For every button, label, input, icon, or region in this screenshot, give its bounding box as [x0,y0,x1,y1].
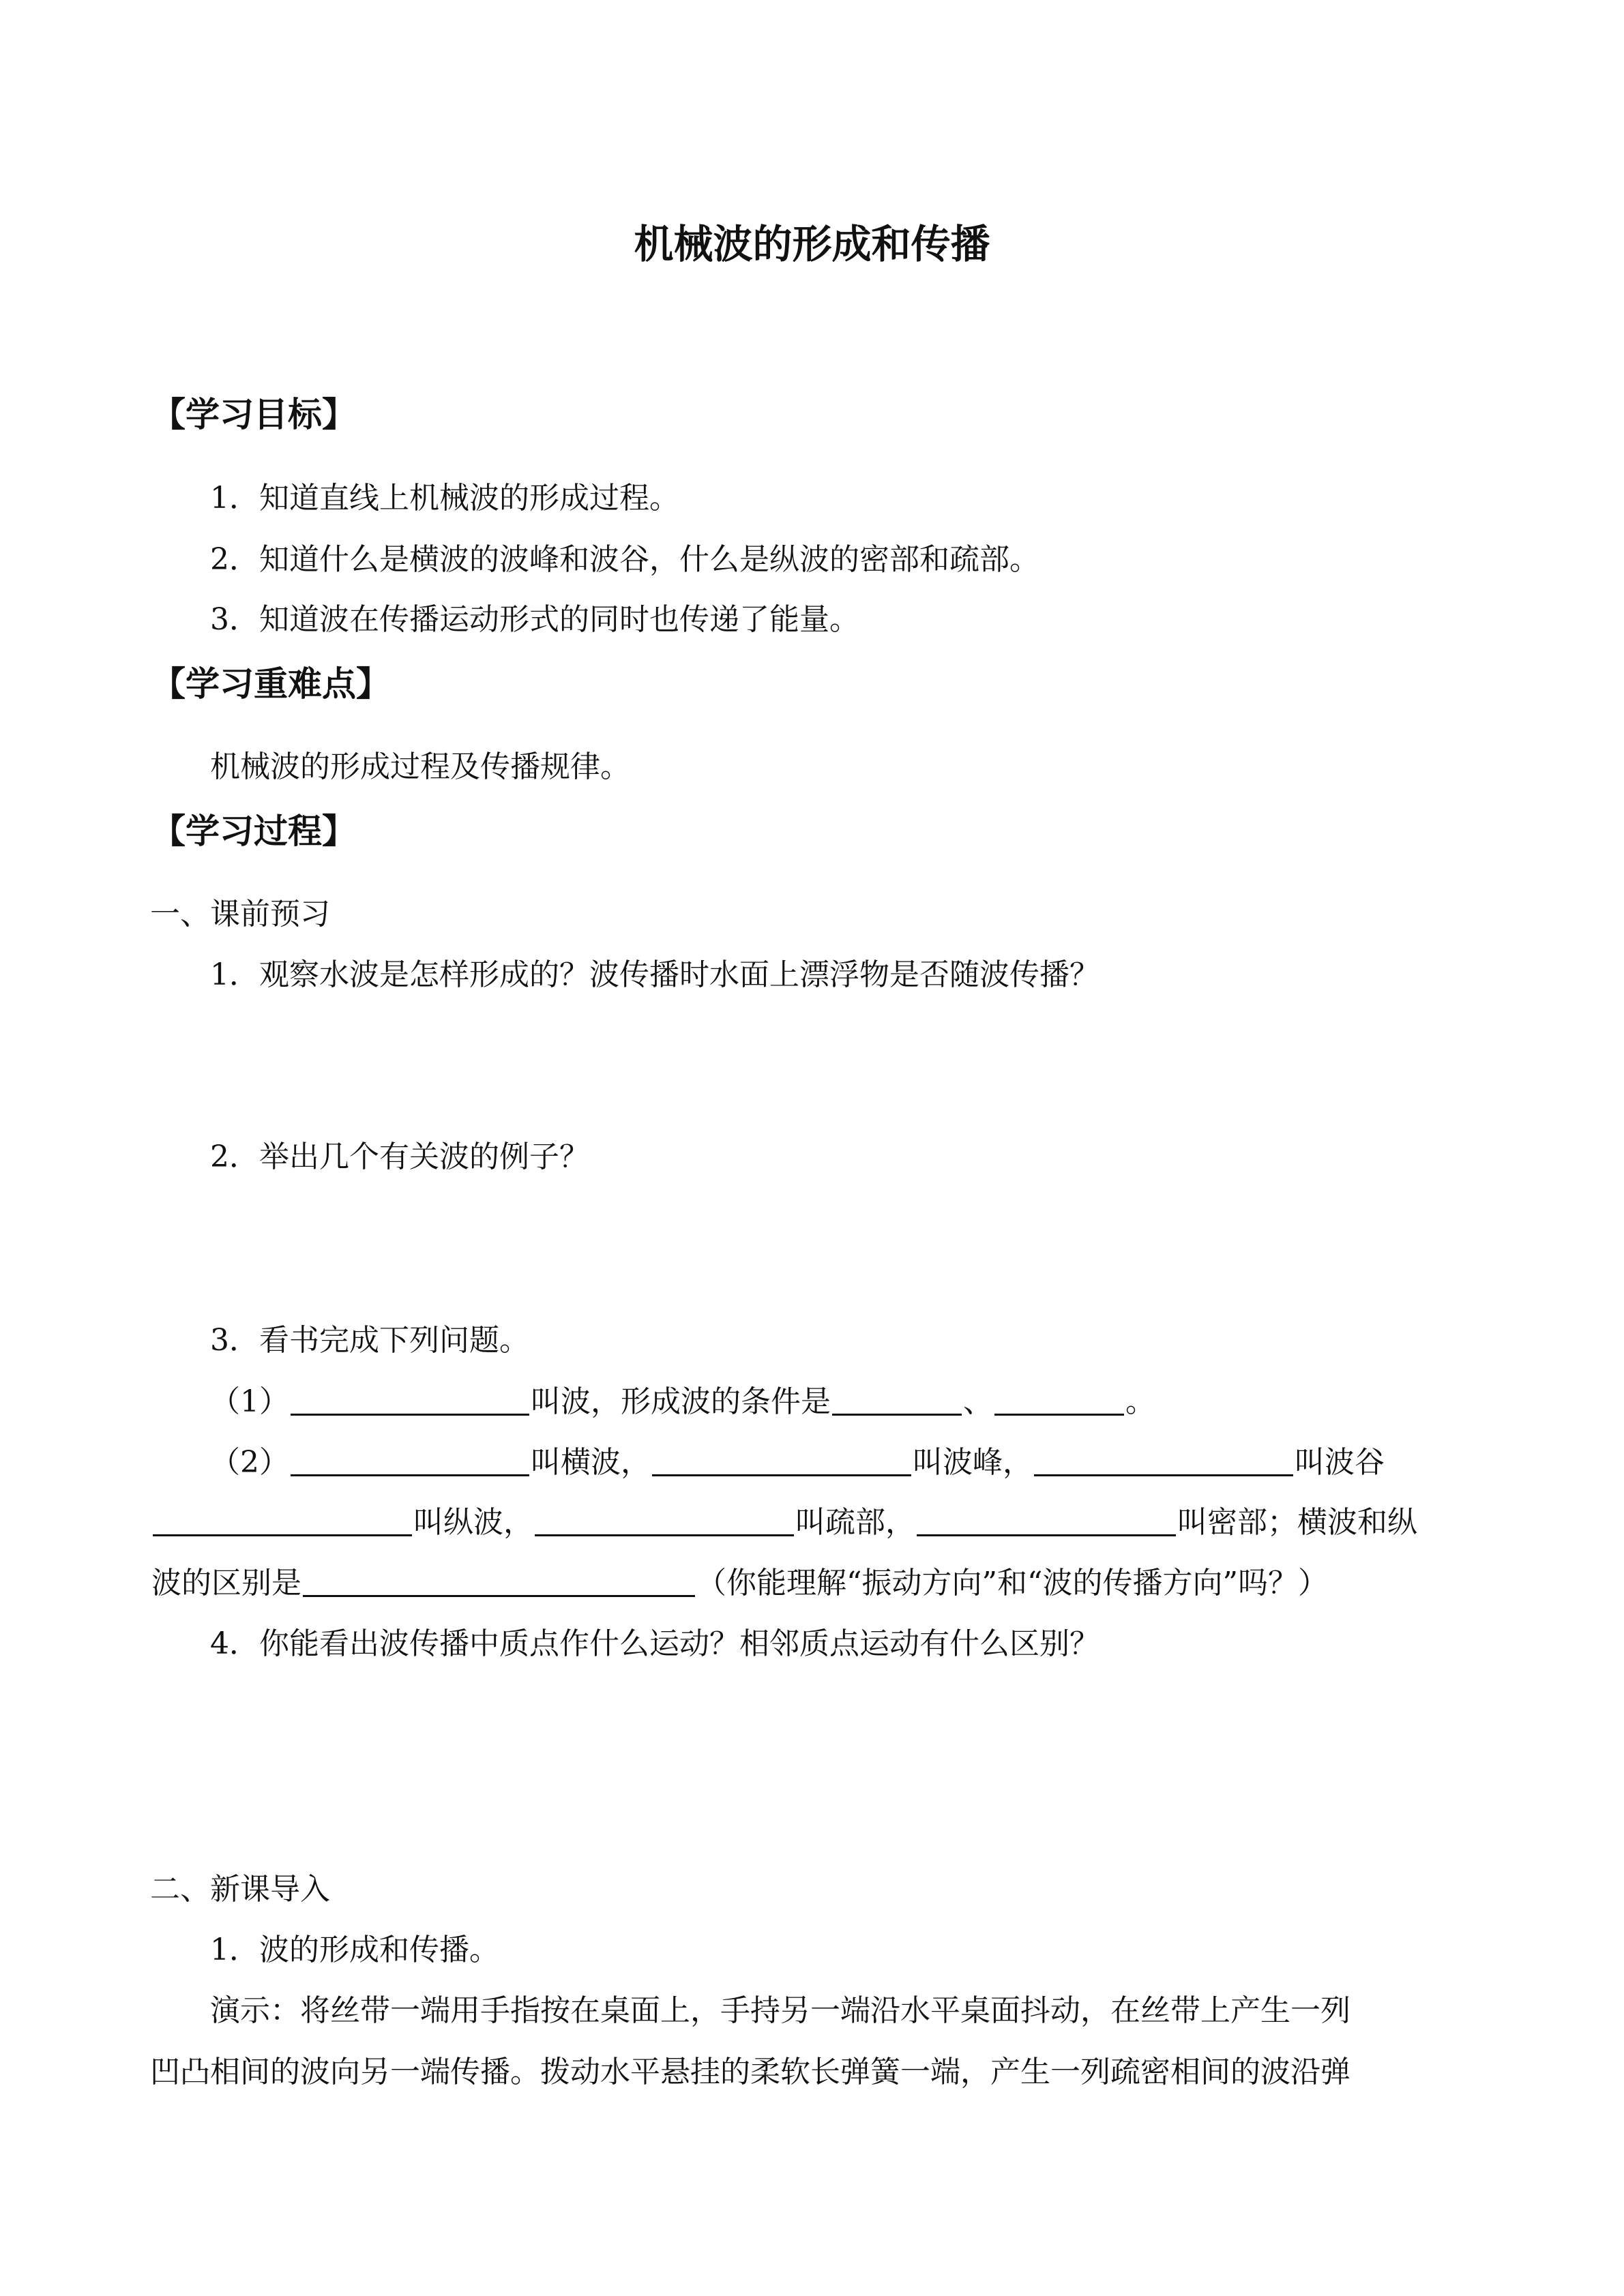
answer-blank[interactable] [652,1443,911,1476]
new-lesson-heading: 二、新课导入 [150,1872,330,1907]
preview-question-3: 3．看书完成下列问题。 [210,1323,529,1358]
question-text: 叫波，形成波的条件是 [531,1384,831,1419]
objective-item: 2．知道什么是横波的波峰和波谷，什么是纵波的密部和疏部。 [210,542,1039,577]
objectives-heading: 【学习目标】 [151,395,356,434]
process-heading: 【学习过程】 [151,811,356,851]
answer-blank[interactable] [994,1382,1124,1416]
question-text: 叫横波， [531,1445,651,1480]
question-number: （1） [210,1384,289,1419]
demo-paragraph-line: 演示：将丝带一端用手指按在桌面上，手持另一端沿水平桌面抖动，在丝带上产生一列 [210,1993,1350,2028]
preview-question-4: 4．你能看出波传播中质点作什么运动？相邻质点运动有什么区别？ [210,1626,1099,1661]
question-text: 波的区别是 [151,1566,301,1600]
key-points-heading: 【学习重难点】 [151,664,390,704]
new-lesson-item-1: 1．波的形成和传播。 [210,1933,499,1967]
question-text: 、 [963,1384,993,1419]
preview-question-2: 2．举出几个有关波的例子？ [210,1139,589,1174]
objective-item: 1．知道直线上机械波的形成过程。 [210,481,679,516]
question-text: （你能理解“振动方向”和“波的传播方向”吗？） [696,1566,1328,1600]
answer-blank[interactable] [535,1503,794,1536]
preview-heading: 一、课前预习 [150,897,330,931]
answer-blank[interactable] [291,1382,529,1416]
answer-blank[interactable] [153,1503,412,1536]
question-text: 叫密部；横波和纵 [1177,1505,1417,1540]
answer-blank[interactable] [917,1503,1176,1536]
page-title: 机械波的形成和传播 [634,221,990,267]
fill-in-line-1 [210,1381,1155,1423]
objective-item: 3．知道波在传播运动形式的同时也传递了能量。 [210,602,859,637]
preview-question-1: 1．观察水波是怎样形成的？波传播时水面上漂浮物是否随波传播？ [210,957,1099,992]
fill-in-line-2c [151,1562,1328,1605]
question-text: 叫纵波， [413,1505,533,1540]
question-text: 。 [1125,1384,1155,1419]
question-text: 叫波谷 [1295,1445,1385,1480]
question-text: 叫波峰， [913,1445,1033,1480]
fill-in-line-2a [210,1442,1385,1484]
fill-in-line-2b [151,1502,1417,1544]
answer-blank[interactable] [832,1382,962,1416]
question-text: 叫疏部， [795,1505,915,1540]
question-number: （2） [210,1445,289,1480]
answer-blank[interactable] [1034,1443,1293,1476]
demo-paragraph-line: 凹凸相间的波向另一端传播。拨动水平悬挂的柔软长弹簧一端，产生一列疏密相间的波沿弹 [150,2055,1350,2089]
answer-blank[interactable] [303,1564,695,1597]
key-points-text: 机械波的形成过程及传播规律。 [210,749,630,784]
answer-blank[interactable] [291,1443,529,1476]
